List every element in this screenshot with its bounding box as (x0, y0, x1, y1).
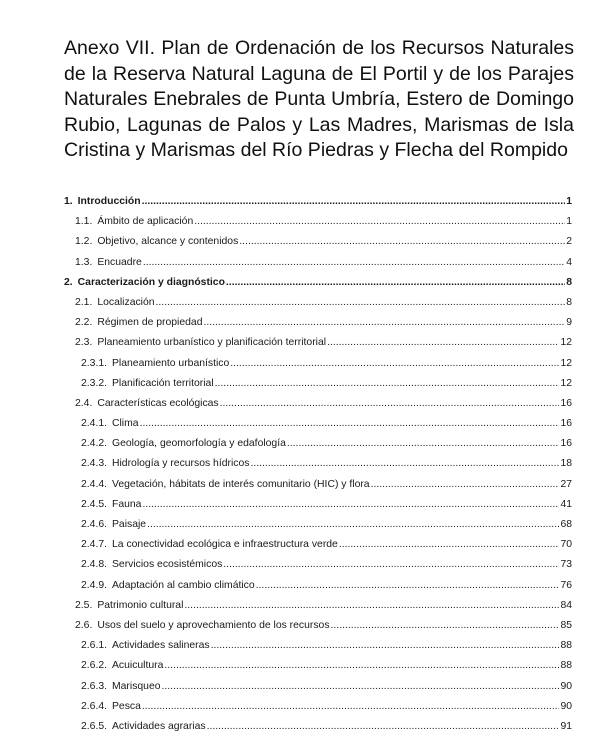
toc-entry-title: Pesca (112, 700, 141, 712)
toc-entry-number: 2. (64, 276, 73, 288)
toc-leader-dots (143, 253, 565, 273)
toc-entry[interactable] (64, 677, 572, 697)
toc-entry[interactable] (64, 717, 572, 737)
toc-entry-title: Planeamiento urbanístico y planificación territorial (97, 337, 327, 349)
toc-leader-dots (327, 333, 559, 353)
toc-entry[interactable] (64, 414, 572, 434)
toc-entry-number: 2.4.3. (81, 458, 107, 470)
toc-entry-page: 88 (560, 660, 572, 672)
toc-entry-number: 2.4.4. (81, 478, 107, 490)
page-title: Anexo VII. Plan de Ordenación de los Recursos Naturales de la Reserva Natural Laguna de El Portil y de los Parajes Naturales Enebrales de Punta Umbría, Estero de Domingo Rubio, Lagunas de Palos y Las Madres, Marismas de Isla Cristina y Marismas del Río Piedras y Flecha del Rompido (64, 37, 574, 161)
toc-leader-dots (184, 596, 559, 616)
toc-entry[interactable] (64, 374, 572, 394)
toc-entry-page: 90 (560, 680, 572, 692)
toc-leader-dots (211, 636, 560, 656)
toc-leader-dots (331, 616, 560, 636)
toc-entry-title: Características ecológicas (97, 397, 219, 409)
toc-leader-dots (147, 515, 559, 535)
toc-entry-number: 1.1. (75, 216, 93, 228)
toc-entry-title: Servicios ecosistémicos (112, 559, 223, 571)
toc-entry[interactable] (64, 333, 572, 353)
toc-entry-number: 2.3. (75, 337, 93, 349)
toc-entry-page: 73 (560, 559, 572, 571)
toc-entry-title: Paisaje (112, 519, 147, 530)
toc-entry[interactable] (64, 576, 572, 596)
toc-entry-page: 4 (566, 256, 572, 268)
toc-leader-dots (230, 354, 559, 374)
toc-entry[interactable] (64, 212, 572, 232)
toc-leader-dots (223, 555, 559, 575)
toc-entry-page: 18 (560, 458, 572, 470)
toc-leader-dots (250, 454, 559, 474)
toc-entry[interactable] (64, 656, 572, 676)
toc-entry-title: Régimen de propiedad (97, 317, 203, 329)
toc-entry-title: Geología, geomorfología y edafología (112, 438, 286, 450)
toc-entry-number: 2.2. (75, 317, 93, 329)
toc-entry-title: Adaptación al cambio climático (112, 579, 255, 591)
toc-entry-number: 2.6.2. (81, 660, 107, 672)
toc-entry-number: 2.6.5. (81, 720, 107, 732)
toc-leader-dots (140, 414, 560, 434)
toc-entry-page: 91 (560, 720, 572, 732)
toc-entry-page: 84 (560, 599, 572, 611)
toc-entry-number: 2.4.7. (81, 539, 107, 551)
toc-entry[interactable] (64, 636, 572, 656)
toc-entry-title: Planificación territorial (112, 377, 214, 389)
toc-entry-title: Patrimonio cultural (97, 599, 184, 611)
toc-entry[interactable] (64, 616, 572, 636)
toc-leader-dots (371, 475, 560, 495)
toc-entry-number: 1. (64, 196, 73, 207)
toc-entry-page: 27 (560, 478, 572, 490)
toc-entry-page: 1 (566, 196, 572, 207)
toc-entry-number: 2.5. (75, 599, 93, 611)
toc-entry-number: 2.6.3. (81, 680, 107, 692)
toc-leader-dots (142, 697, 560, 717)
table-of-contents (64, 192, 572, 737)
toc-entry-number: 2.4.2. (81, 438, 107, 450)
toc-entry[interactable] (64, 354, 572, 374)
toc-entry[interactable] (64, 555, 572, 575)
toc-entry-title: Fauna (112, 498, 142, 510)
toc-entry-number: 2.4.5. (81, 498, 107, 510)
toc-entry-title: Caracterización y diagnóstico (77, 276, 225, 288)
toc-entry-title: Vegetación, hábitats de interés comunitario (HIC) y flora (112, 478, 370, 490)
toc-entry-page: 16 (560, 418, 572, 430)
toc-leader-dots (287, 434, 560, 454)
toc-leader-dots (239, 232, 565, 252)
toc-entry-page: 2 (566, 236, 572, 248)
toc-entry-title: Introducción (77, 196, 141, 207)
toc-entry-title: Clima (112, 418, 139, 430)
toc-entry-page: 70 (560, 539, 572, 551)
toc-entry[interactable] (64, 596, 572, 616)
toc-leader-dots (156, 293, 566, 313)
toc-entry[interactable] (64, 253, 572, 273)
toc-entry[interactable] (64, 475, 572, 495)
toc-entry-title: Usos del suelo y aprovechamiento de los recursos (97, 619, 330, 631)
toc-entry-title: Hidrología y recursos hídricos (112, 458, 250, 470)
toc-entry-number: 2.4.1. (81, 418, 107, 430)
toc-leader-dots (203, 313, 565, 333)
toc-leader-dots (142, 192, 566, 212)
toc-entry-title: Actividades agrarias (112, 720, 206, 732)
toc-entry-page: 85 (560, 619, 572, 631)
toc-entry[interactable] (64, 515, 572, 535)
toc-entry[interactable] (64, 313, 572, 333)
toc-entry-number: 1.2. (75, 236, 93, 248)
toc-entry[interactable] (64, 192, 572, 212)
toc-entry-page: 76 (560, 579, 572, 591)
toc-entry-title: Objetivo, alcance y contenidos (97, 236, 239, 248)
toc-entry-number: 2.4.9. (81, 579, 107, 591)
toc-entry-title: Encuadre (97, 256, 142, 268)
toc-entry-page: 12 (560, 377, 572, 389)
toc-entry-page: 90 (560, 700, 572, 712)
toc-entry-page: 1 (566, 216, 572, 228)
toc-leader-dots (142, 495, 559, 515)
toc-entry-number: 2.3.2. (81, 377, 107, 389)
toc-entry-page: 16 (560, 438, 572, 450)
toc-entry-title: Planeamiento urbanístico (112, 357, 230, 369)
toc-entry[interactable] (64, 273, 572, 293)
toc-entry-title: Actividades salineras (112, 640, 210, 652)
toc-leader-dots (194, 212, 565, 232)
toc-entry-page: 88 (560, 640, 572, 652)
toc-entry[interactable] (64, 434, 572, 454)
toc-entry[interactable] (64, 495, 572, 515)
toc-entry-number: 2.4.6. (81, 519, 107, 530)
toc-leader-dots (215, 374, 560, 394)
toc-entry-page: 12 (560, 357, 572, 369)
toc-entry-number: 2.4.8. (81, 559, 107, 571)
toc-entry-page: 12 (560, 337, 572, 349)
toc-entry-number: 2.6.4. (81, 700, 107, 712)
toc-entry-number: 2.6. (75, 619, 93, 631)
toc-entry-title: Localización (97, 296, 155, 308)
toc-entry-page: 16 (560, 397, 572, 409)
toc-entry-page: 68 (560, 519, 572, 530)
toc-entry[interactable] (64, 394, 572, 414)
toc-leader-dots (339, 535, 560, 555)
toc-leader-dots (164, 656, 559, 676)
toc-entry-page: 9 (566, 317, 572, 329)
toc-entry-page: 8 (566, 296, 572, 308)
toc-entry-number: 2.1. (75, 296, 93, 308)
toc-entry-number: 2.6.1. (81, 640, 107, 652)
toc-entry-page: 41 (560, 498, 572, 510)
toc-entry-title: Marisqueo (112, 680, 161, 692)
toc-leader-dots (162, 677, 560, 697)
toc-entry-title: Acuicultura (112, 660, 164, 672)
toc-entry-title: Ámbito de aplicación (97, 216, 194, 228)
toc-leader-dots (207, 717, 560, 737)
toc-leader-dots (220, 394, 560, 414)
toc-entry[interactable] (64, 535, 572, 555)
toc-leader-dots (226, 273, 565, 293)
toc-entry-number: 2.3.1. (81, 357, 107, 369)
toc-entry[interactable] (64, 697, 572, 717)
toc-entry[interactable] (64, 293, 572, 313)
toc-entry-page: 8 (566, 276, 572, 288)
toc-entry[interactable] (64, 232, 572, 252)
toc-leader-dots (256, 576, 560, 596)
toc-entry-number: 1.3. (75, 256, 93, 268)
toc-entry-title: La conectividad ecológica e infraestructura verde (112, 539, 338, 551)
toc-entry-number: 2.4. (75, 397, 93, 409)
toc-entry[interactable] (64, 454, 572, 474)
